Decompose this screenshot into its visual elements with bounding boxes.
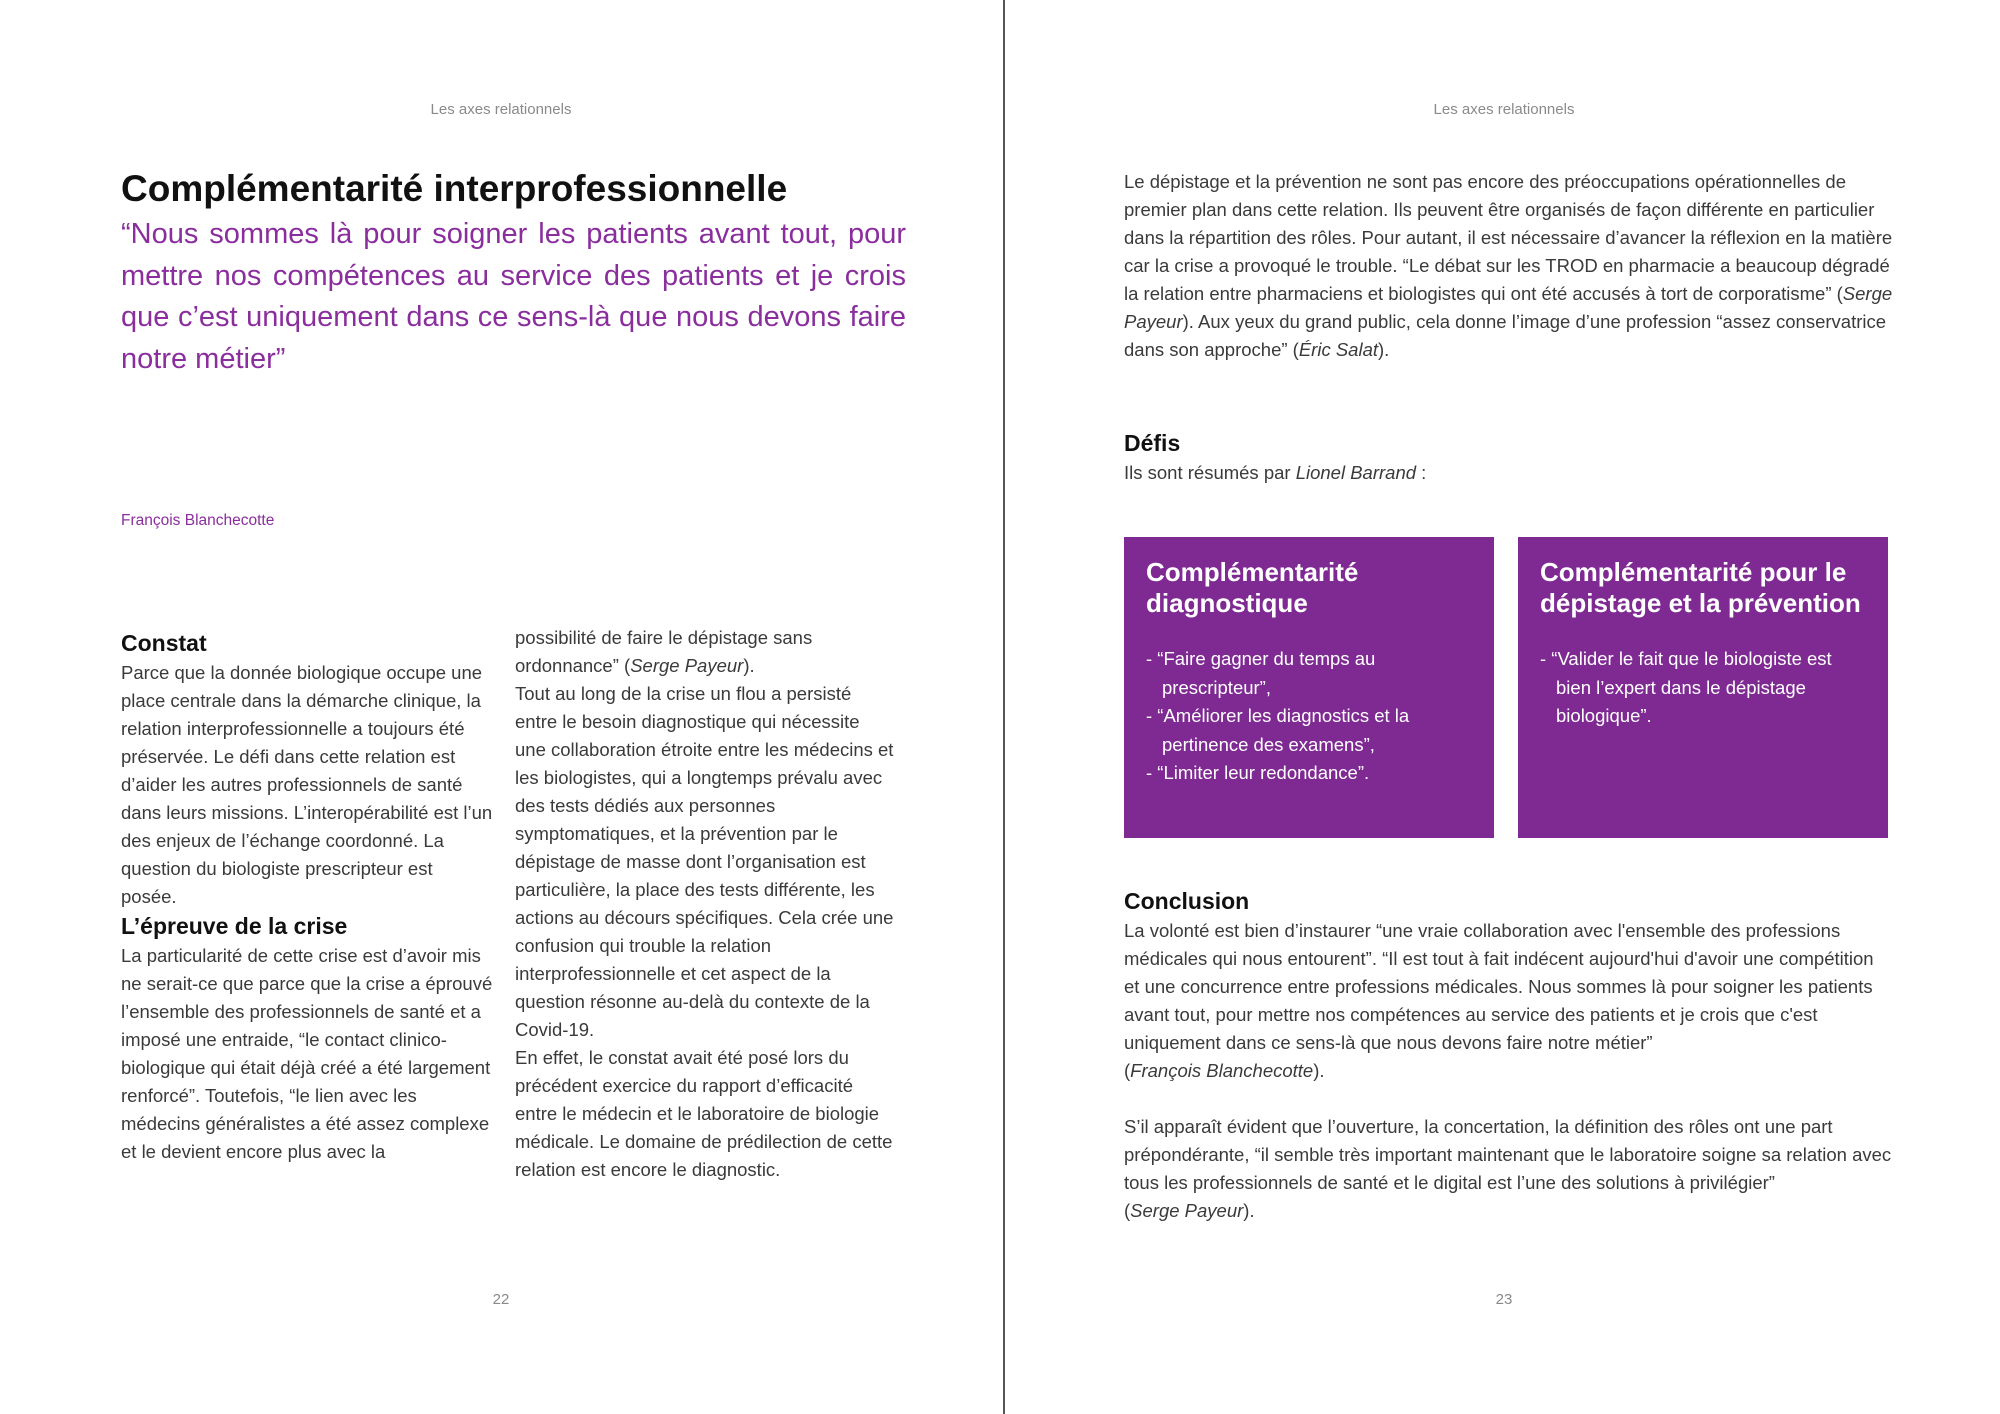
callout-list	[1540, 645, 1866, 731]
section-heading-conclusion: Conclusion	[1124, 888, 1250, 914]
text-run: ). Aux yeux du grand public, cela donne l’image d’une profession “assez conservatrice dans son approche” (	[1124, 311, 1887, 360]
list-item: - “Limiter leur redondance”.	[1146, 762, 1370, 783]
text-run: ).	[1378, 339, 1390, 360]
epreuve-continued	[515, 624, 895, 680]
constat-text: Parce que la donnée biologique occupe une place centrale dans la démarche clinique, la relation interprofessionnelle a toujours été préservée. Le défi dans cette relation est d’aider les autres professionnels de santé dans leurs missions. L’interopérabilité est l’un des enjeux de l’échange coordonné. La question du biologiste prescripteur est posée.	[121, 662, 493, 907]
section-heading-constat: Constat	[121, 630, 207, 656]
conclusion-section	[1124, 886, 1894, 1225]
epreuve-paragraph-3: En effet, le constat avait été posé lors du précédent exercice du rapport d’efficacité entre le médecin et le laboratoire de biologie médicale. Le domaine de prédilection de cette relation est encore le diagnostic.	[515, 1047, 893, 1180]
page-number: 23	[1495, 1291, 1513, 1308]
text-run: Le dépistage et la prévention ne sont pas encore des préoccupations opérationnelles de premier plan dans cette relation. Ils peuvent être organisés de façon différente en particulier dans la répartition des rôles. Pour autant, il est nécessaire d’avancer la réflexion en la matière car la crise a provoqué le trouble. “Le débat sur les TROD en pharmacie a beaucoup dégradé la relation entre pharmaciens et biologistes qui ont été accusés à tort de corporatisme” (	[1124, 171, 1893, 304]
text-run: ).	[743, 655, 755, 676]
citation: Lionel Barrand	[1295, 462, 1417, 483]
list-item: - “Valider le fait que le biologiste est bien l’expert dans le dépistage biologique”.	[1540, 648, 1832, 726]
conclusion-paragraph-1: La volonté est bien d’instaurer “une vraie collaboration avec l'ensemble des professions médicales qui nous entourent”. “Il est tout à fait indécent aujourd'hui d'avoir une compétition et une concurrence entre professions médicales. Nous sommes là pour soigner les patients avant tout, pour mettre nos compétences au service des patients et je crois que c'est uniquement dans ce sens-là que nous devons faire notre métier” (François Blanchecotte).	[1124, 920, 1874, 1081]
defis-section	[1124, 428, 1894, 487]
text-column-1	[121, 628, 493, 1166]
epreuve-text: La particularité de cette crise est d’avoir mis ne serait-ce que parce que la crise a éprouvé l’ensemble des professionnels de santé et a imposé une entraide, “le contact clinico-biologique qui était déjà créé a été largement renforcé”. Toutefois, “le lien avec les médecins généralistes a été assez complexe et le devient encore plus avec la	[121, 945, 493, 1162]
text-run: Ils sont résumés par	[1124, 462, 1296, 483]
right-page	[1003, 0, 2000, 1414]
callout-box-depistage	[1518, 537, 1888, 838]
citation: Éric Salat	[1298, 339, 1379, 360]
section-heading-epreuve: L’épreuve de la crise	[121, 913, 348, 939]
citation: Serge Payeur	[1130, 1200, 1244, 1221]
epreuve-paragraph-2: Tout au long de la crise un flou a persisté entre le besoin diagnostique qui nécessite une collaboration étroite entre les médecins et les biologistes, qui a longtemps prévalu avec des tests dédiés aux personnes symptomatiques, et la prévention par le dépistage de masse dont l’organisation est particulière, la place des tests différente, les actions au décours spécifiques. Cela crée une confusion qui trouble la relation interprofessionnelle et cet aspect de la question résonne au-delà du contexte de la Covid-19.	[515, 683, 894, 1040]
quote-author: François Blanchecotte	[121, 512, 275, 529]
pull-quote: “Nous sommes là pour soigner les patients avant tout, pour mettre nos compétences au service des patients et je crois que c’est uniquement dans ce sens-là que nous devons faire notre métier”	[121, 218, 906, 375]
text-run: :	[1416, 462, 1427, 483]
defis-lead	[1124, 459, 1894, 487]
page-title: Complémentarité interprofessionnelle	[121, 168, 788, 209]
citation: Serge Payeur	[1124, 283, 1893, 332]
list-item: - “Améliorer les diagnostics et la pertinence des examens”,	[1146, 705, 1410, 755]
running-head: Les axes relationnels	[1433, 101, 1575, 118]
callout-title: Complémentarité pour le dépistage et la prévention	[1540, 557, 1861, 618]
page-number: 22	[492, 1291, 510, 1308]
text-run: S’il apparaît évident que l’ouverture, la concertation, la définition des rôles ont une part prépondérante, “il semble très important maintenant que le laboratoire soigne sa relation avec tous les professionnels de santé et le digital est l’une des solutions à privilégier”	[1124, 1116, 1892, 1193]
text-run: La volonté est bien d’instaurer “une vraie collaboration avec l'ensemble des professions médicales qui nous entourent”. “Il est tout à fait indécent aujourd'hui d'avoir une compétition et une concurrence entre professions médicales. Nous sommes là pour soigner les patients avant tout, pour mettre nos compétences au service des patients et je crois que c'est uniquement dans ce sens-là que nous devons faire notre métier”	[1124, 920, 1874, 1053]
intro-paragraph	[1124, 168, 1894, 364]
callout-list	[1146, 645, 1472, 788]
running-head: Les axes relationnels	[430, 101, 572, 118]
text-column-2	[515, 624, 895, 1184]
text-run: possibilité de faire le dépistage sans ordonnance” (	[515, 627, 813, 676]
conclusion-paragraph-2: S’il apparaît évident que l’ouverture, la concertation, la définition des rôles ont une part prépondérante, “il semble très important maintenant que le laboratoire soigne sa relation avec tous les professionnels de santé et le digital est l’une des solutions à privilégier” (Serge Payeur).	[1124, 1116, 1892, 1221]
left-page	[0, 0, 999, 1414]
callout-title: Complémentarité diagnostique	[1146, 557, 1359, 618]
citation: François Blanchecotte	[1130, 1060, 1314, 1081]
section-heading-defis: Défis	[1124, 430, 1181, 456]
callout-box-diagnostique	[1124, 537, 1494, 838]
list-item: - “Faire gagner du temps au prescripteur”,	[1146, 648, 1376, 698]
citation: Serge Payeur	[630, 655, 744, 676]
